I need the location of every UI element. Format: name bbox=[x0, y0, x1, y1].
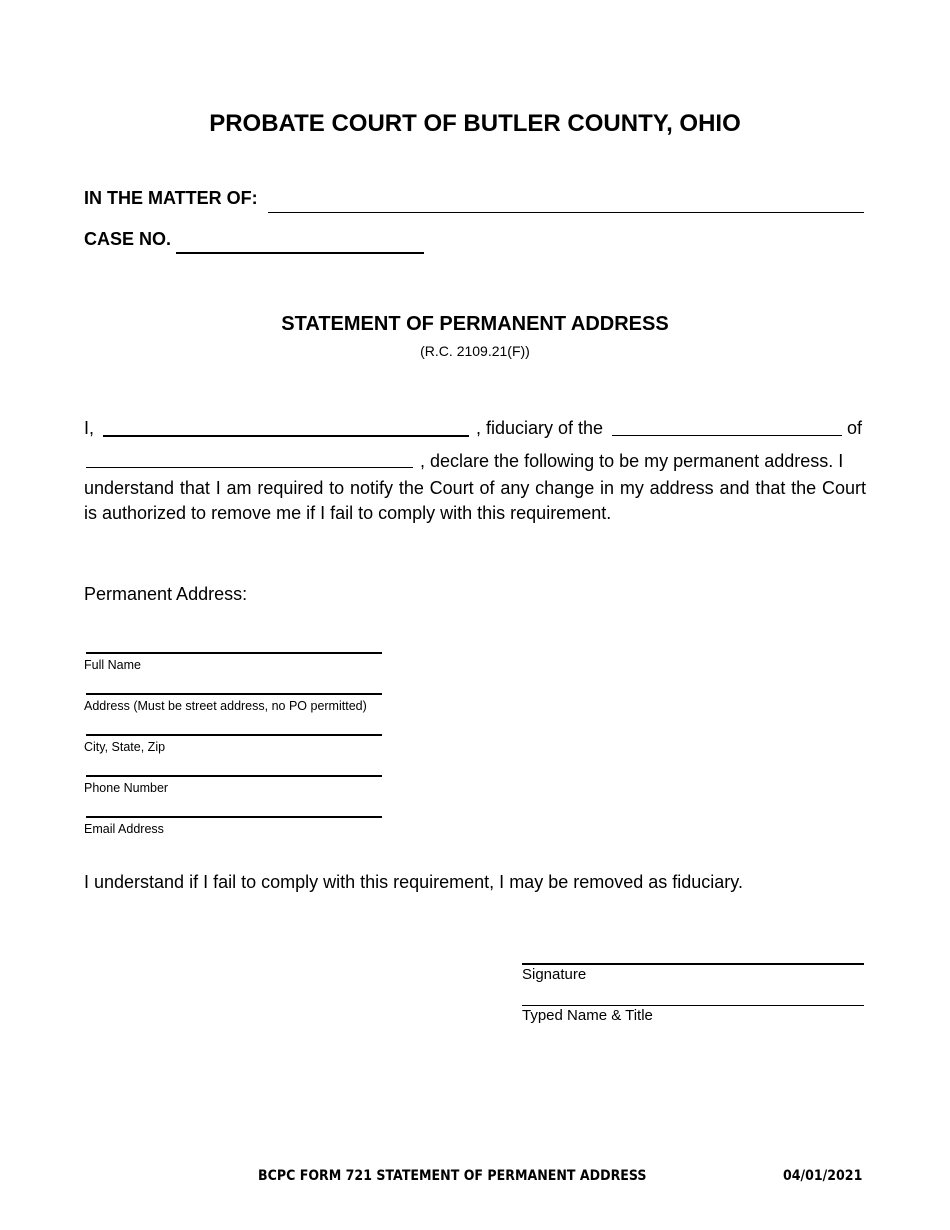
decedent-name-line[interactable] bbox=[86, 467, 413, 468]
declaration-prefix: I, bbox=[84, 418, 95, 438]
full-name-label: Full Name bbox=[84, 658, 141, 672]
form-title: STATEMENT OF PERMANENT ADDRESS bbox=[281, 313, 669, 335]
typed-name-title-line[interactable] bbox=[522, 1005, 864, 1006]
typed-name-title-label: Typed Name & Title bbox=[522, 1007, 653, 1024]
estate-type-line[interactable] bbox=[612, 435, 842, 436]
phone-number-line[interactable] bbox=[86, 775, 382, 777]
email-address-label: Email Address bbox=[84, 822, 164, 836]
closing-statement: I understand if I fail to comply with this requirement, I may be removed as fiduciary. bbox=[84, 872, 743, 892]
case-number-input-line[interactable] bbox=[176, 252, 424, 254]
declaration-line-2 bbox=[84, 451, 866, 475]
footer-date: 04/01/2021 bbox=[783, 1168, 863, 1184]
street-address-label: Address (Must be street address, no PO permitted) bbox=[84, 699, 367, 713]
statute-reference: (R.C. 2109.21(F)) bbox=[420, 343, 530, 359]
signature-line[interactable] bbox=[522, 963, 864, 965]
matter-label: IN THE MATTER OF: bbox=[84, 188, 258, 208]
court-title: PROBATE COURT OF BUTLER COUNTY, OHIO bbox=[209, 110, 741, 137]
declaration-rest: understand that I am required to notify the Court of any change in my address and that the Court is authorized to remove me if I fail to comply with this requirement. bbox=[84, 478, 866, 523]
declaration-fiduciary-of: , fiduciary of the bbox=[476, 418, 604, 438]
case-number-label: CASE NO. bbox=[84, 229, 172, 249]
city-state-zip-line[interactable] bbox=[86, 734, 382, 736]
phone-number-label: Phone Number bbox=[84, 781, 169, 795]
signature-label: Signature bbox=[522, 966, 587, 983]
fiduciary-name-line[interactable] bbox=[103, 435, 469, 437]
street-address-line[interactable] bbox=[86, 693, 382, 695]
footer-form-name: BCPC FORM 721 STATEMENT OF PERMANENT ADDRESS bbox=[258, 1168, 647, 1184]
declaration-line-1 bbox=[84, 418, 866, 442]
matter-input-line[interactable] bbox=[268, 212, 864, 213]
city-state-zip-label: City, State, Zip bbox=[84, 740, 166, 754]
full-name-line[interactable] bbox=[86, 652, 382, 654]
email-address-line[interactable] bbox=[86, 816, 382, 818]
permanent-address-heading: Permanent Address: bbox=[84, 584, 248, 604]
declaration-of: of bbox=[847, 418, 863, 438]
declaration-declare: , declare the following to be my permanent address. I bbox=[420, 451, 844, 471]
